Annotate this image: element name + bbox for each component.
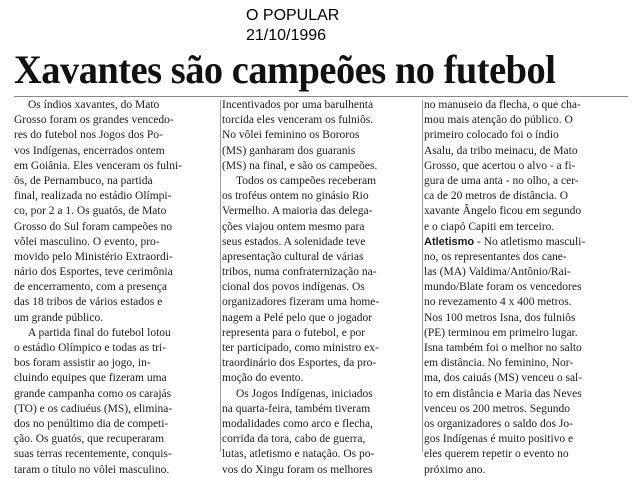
headline-rule [14, 96, 628, 97]
text-line: ma, dos caiuás (MS) venceu o sal- [424, 372, 583, 385]
text-line: em Goiânia. Eles venceram os fulni- [14, 159, 182, 172]
text-line: taram o título no vôlei masculino. [14, 463, 170, 476]
text-line: torcida eles venceram os fulniôs. [222, 114, 374, 127]
text-fragment: - No atletismo masculi- [474, 235, 586, 248]
text-line: eles querem repetir o evento no [424, 448, 569, 461]
text-line: Nos 100 metros Isna, dos fulniôs [424, 311, 576, 324]
text-line: A partida final do futebol lotou [28, 326, 171, 339]
text-line: venceu os 200 metros. Segundo [424, 402, 570, 415]
text-line: bos foram assistir ao jogo, in- [14, 357, 151, 370]
text-line: organizadores fizeram uma home- [222, 296, 380, 309]
text-line: ções viajou ontem mesmo para [222, 220, 365, 233]
text-line: corrida da tora, cabo de guerra, [222, 433, 366, 446]
text-line: moção do evento. [222, 372, 304, 385]
article-headline: Xavantes são campeões no futebol [14, 47, 556, 92]
text-line: Incentivados por uma barulhenta [222, 99, 374, 111]
text-line: Todos os campeões receberam [236, 174, 377, 187]
text-line: (PE) terminou em primeiro lugar. [424, 326, 578, 339]
text-line: Grosso do Sul foram campeões no [14, 220, 173, 233]
text-line: vôlei masculino. O evento, pro- [14, 235, 160, 248]
text-line: modalidades como arco e flecha, [222, 417, 374, 430]
text-line: nagem a Pelé pelo que o jogador [222, 311, 373, 324]
text-line: final, realizada no estádio Olímpi- [14, 190, 172, 203]
subhead-line [424, 235, 630, 250]
text-line: ter participado, como ministro ex- [222, 342, 379, 354]
newspaper-name: O POPULAR [246, 7, 340, 24]
text-line: to em distância e Maria das Neves [424, 387, 582, 400]
text-line: vos Indígenas, encerrados ontem [14, 144, 165, 157]
text-line: no revezamento 4 x 400 metros. [424, 296, 572, 309]
text-line: cional dos povos indígenas. Os [222, 281, 365, 294]
text-line: seus estados. A solenidade teve [222, 235, 366, 248]
text-line: das 18 tribos de vários estados e [14, 296, 163, 309]
text-line: no manuseio da flecha, o que cha- [424, 99, 581, 111]
text-line: cluindo equipes que fizeram uma [14, 372, 167, 385]
text-line: nário dos Esportes, teve cerimônia [14, 266, 173, 279]
text-line: próximo ano. [424, 463, 486, 476]
publication-date: 21/10/1996 [246, 27, 327, 44]
text-line: Os índios xavantes, do Mato [28, 99, 160, 111]
text-line: em distância. No feminino, Nor- [424, 357, 574, 370]
text-line: grande campanha como os carajás [14, 387, 172, 400]
column-divider [422, 100, 423, 452]
text-line: Asalu, da tribo meinacu, de Mato [424, 144, 578, 157]
text-line: gos Indígenas é muito positivo e [424, 433, 574, 446]
text-line: res do futebol nos Jogos dos Po- [14, 129, 163, 142]
text-line: os organizadores o saldo dos Jo- [424, 417, 573, 430]
text-line: o estádio Olímpico e todas as tri- [14, 342, 167, 354]
masthead [246, 6, 386, 46]
text-line: Vermelho. A maioria das delega- [222, 205, 373, 218]
section-keyword: Atletismo [424, 235, 475, 248]
text-line: Os Jogos Indígenas, iniciados [236, 387, 373, 400]
text-line: Grosso foram os grandes vencedo- [14, 114, 174, 127]
text-line: ôs, de Pernambuco, na partida [14, 174, 153, 187]
text-line: mou mais atenção do público. O [424, 114, 573, 127]
text-line: (MS) na final, e são os campeões. [222, 159, 378, 172]
text-line: las (MA) Valdima/Antônio/Rai- [424, 266, 571, 279]
text-line: Grosso, que acertou o alvo - a fi- [424, 159, 576, 172]
text-line: traordinário dos Esportes, da pro- [222, 357, 377, 370]
text-line: dos no penúltimo dia de competi- [14, 417, 169, 430]
text-line: (MS) ganharam dos guaranis [222, 144, 356, 157]
text-line: ção. Os guatós, que recuperaram [14, 433, 165, 446]
text-line: lutas, atletismo e natação. Os po- [222, 448, 375, 461]
article-column-3 [424, 98, 630, 478]
text-line: representa para o futebol, e por [222, 326, 366, 339]
text-line: primeiro colocado foi o índio [424, 129, 559, 142]
text-line: no, os representantes dos cane- [424, 250, 567, 263]
article-column-2 [222, 98, 422, 478]
column-divider [220, 100, 221, 452]
text-line: (TO) e os cadiuéus (MS), elimina- [14, 402, 173, 415]
text-line: e o ciapó Capiti em terceiro. [424, 220, 555, 233]
text-line: vos do Xingu foram os melhores [222, 463, 373, 476]
text-line: na quarta-feira, também tiveram [222, 402, 371, 415]
text-line: movido pelo Ministério Extraordi- [14, 250, 173, 263]
text-line: No vôlei feminino os Bororos [222, 129, 360, 142]
article-column-1 [14, 98, 220, 478]
text-line: de encerramento, com a presença [14, 281, 167, 294]
text-line: apresentação cultural de várias [222, 250, 364, 263]
text-line: tribos, numa confraternização na- [222, 266, 377, 279]
text-line: um grande público. [14, 311, 104, 324]
text-line: xavante Ângelo ficou em segundo [424, 205, 582, 218]
text-line: mundo/Blate foram os vencedores [424, 281, 582, 294]
text-line: Isna também foi o melhor no salto [424, 342, 582, 354]
text-line: os troféus ontem no ginásio Rio [222, 190, 369, 203]
text-line: co, por 2 a 1. Os guatós, de Mato [14, 205, 167, 218]
text-line: ca de 20 metros de distância. O [424, 190, 569, 203]
text-line: gura de uma anta - no olho, a cer- [424, 174, 579, 187]
text-line: suas terras recentemente, conquis- [14, 448, 172, 461]
